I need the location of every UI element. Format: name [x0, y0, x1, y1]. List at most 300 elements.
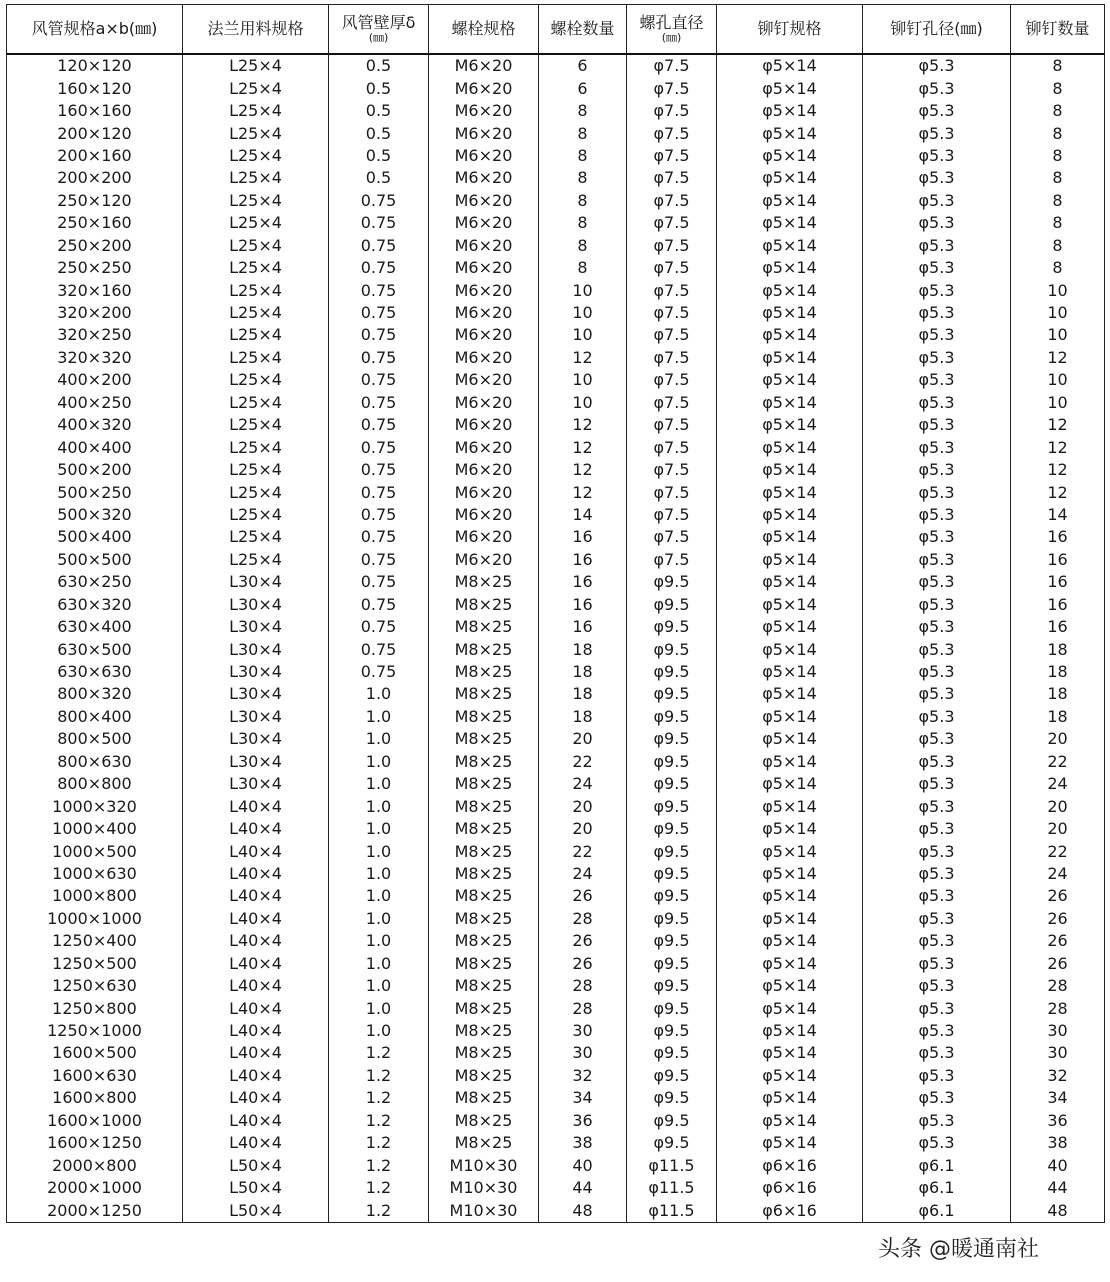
table-row	[7, 212, 1105, 234]
cell-bolt-count: 26	[539, 930, 627, 952]
cell-bolt-hole-diameter: φ7.5	[627, 279, 717, 301]
cell-bolt-count: 10	[539, 279, 627, 301]
cell-bolt-count: 20	[539, 728, 627, 750]
cell-duct-size: 160×120	[7, 77, 183, 99]
cell-rivet-spec: φ5×14	[717, 975, 863, 997]
cell-rivet-spec: φ5×14	[717, 795, 863, 817]
cell-flange-material: L40×4	[183, 1042, 329, 1064]
cell-rivet-spec: φ5×14	[717, 706, 863, 728]
table-row	[7, 795, 1105, 817]
cell-bolt-hole-diameter: φ9.5	[627, 616, 717, 638]
cell-rivet-count: 20	[1011, 728, 1105, 750]
cell-flange-material: L25×4	[183, 235, 329, 257]
column-header-unit: (㎜)	[661, 31, 682, 44]
cell-duct-size: 1000×800	[7, 885, 183, 907]
cell-bolt-spec: M6×20	[429, 145, 539, 167]
cell-bolt-spec: M8×25	[429, 1042, 539, 1064]
cell-rivet-spec: φ5×14	[717, 279, 863, 301]
cell-wall-thickness: 0.75	[329, 571, 429, 593]
cell-bolt-count: 32	[539, 1065, 627, 1087]
cell-flange-material: L30×4	[183, 571, 329, 593]
cell-rivet-hole-diameter: φ5.3	[863, 773, 1011, 795]
cell-wall-thickness: 0.75	[329, 504, 429, 526]
cell-rivet-count: 16	[1011, 526, 1105, 548]
table-row	[7, 279, 1105, 301]
cell-duct-size: 630×320	[7, 594, 183, 616]
cell-flange-material: L25×4	[183, 414, 329, 436]
cell-flange-material: L40×4	[183, 795, 329, 817]
cell-bolt-hole-diameter: φ7.5	[627, 324, 717, 346]
cell-bolt-hole-diameter: φ7.5	[627, 459, 717, 481]
table-row	[7, 908, 1105, 930]
cell-bolt-spec: M8×25	[429, 594, 539, 616]
cell-duct-size: 500×200	[7, 459, 183, 481]
cell-rivet-spec: φ5×14	[717, 594, 863, 616]
cell-bolt-count: 26	[539, 885, 627, 907]
watermark: 头条 @暖通南社	[878, 1237, 1039, 1262]
cell-rivet-spec: φ5×14	[717, 257, 863, 279]
cell-wall-thickness: 0.5	[329, 100, 429, 122]
cell-bolt-spec: M8×25	[429, 908, 539, 930]
cell-wall-thickness: 1.0	[329, 997, 429, 1019]
cell-bolt-hole-diameter: φ9.5	[627, 1065, 717, 1087]
table-row	[7, 1110, 1105, 1132]
cell-rivet-spec: φ5×14	[717, 190, 863, 212]
cell-duct-size: 160×160	[7, 100, 183, 122]
cell-flange-material: L30×4	[183, 616, 329, 638]
cell-rivet-count: 8	[1011, 100, 1105, 122]
cell-bolt-count: 26	[539, 953, 627, 975]
cell-bolt-count: 28	[539, 997, 627, 1019]
cell-wall-thickness: 1.2	[329, 1087, 429, 1109]
cell-bolt-hole-diameter: φ9.5	[627, 1132, 717, 1154]
column-header-bolt-hole-diameter	[627, 5, 717, 55]
column-header-flange-material	[183, 5, 329, 55]
cell-bolt-hole-diameter: φ9.5	[627, 885, 717, 907]
cell-duct-size: 120×120	[7, 54, 183, 77]
table-row	[7, 930, 1105, 952]
table-row	[7, 1065, 1105, 1087]
cell-rivet-spec: φ5×14	[717, 863, 863, 885]
cell-duct-size: 320×250	[7, 324, 183, 346]
table-row	[7, 190, 1105, 212]
cell-rivet-spec: φ5×14	[717, 683, 863, 705]
cell-wall-thickness: 0.75	[329, 661, 429, 683]
cell-bolt-count: 14	[539, 504, 627, 526]
cell-duct-size: 250×200	[7, 235, 183, 257]
cell-rivet-count: 22	[1011, 840, 1105, 862]
cell-rivet-hole-diameter: φ5.3	[863, 122, 1011, 144]
column-header-wall-thickness	[329, 5, 429, 55]
cell-rivet-hole-diameter: φ5.3	[863, 1087, 1011, 1109]
cell-bolt-hole-diameter: φ7.5	[627, 526, 717, 548]
cell-flange-material: L40×4	[183, 863, 329, 885]
cell-flange-material: L25×4	[183, 54, 329, 77]
cell-bolt-hole-diameter: φ9.5	[627, 571, 717, 593]
table-row	[7, 100, 1105, 122]
cell-rivet-count: 28	[1011, 975, 1105, 997]
cell-rivet-hole-diameter: φ5.3	[863, 279, 1011, 301]
cell-rivet-spec: φ5×14	[717, 997, 863, 1019]
table-row	[7, 728, 1105, 750]
cell-bolt-spec: M6×20	[429, 257, 539, 279]
column-header-bolt-count	[539, 5, 627, 55]
cell-rivet-hole-diameter: φ5.3	[863, 212, 1011, 234]
cell-bolt-hole-diameter: φ9.5	[627, 773, 717, 795]
table-row	[7, 706, 1105, 728]
cell-rivet-hole-diameter: φ5.3	[863, 661, 1011, 683]
cell-bolt-hole-diameter: φ7.5	[627, 436, 717, 458]
cell-bolt-spec: M6×20	[429, 122, 539, 144]
cell-duct-size: 400×320	[7, 414, 183, 436]
cell-bolt-count: 10	[539, 392, 627, 414]
table-row	[7, 1154, 1105, 1176]
cell-rivet-count: 12	[1011, 414, 1105, 436]
cell-bolt-spec: M6×20	[429, 212, 539, 234]
cell-bolt-count: 36	[539, 1110, 627, 1132]
table-row	[7, 1132, 1105, 1154]
cell-bolt-spec: M6×20	[429, 526, 539, 548]
table-row	[7, 638, 1105, 660]
cell-rivet-hole-diameter: φ5.3	[863, 235, 1011, 257]
cell-rivet-hole-diameter: φ5.3	[863, 863, 1011, 885]
cell-bolt-hole-diameter: φ7.5	[627, 549, 717, 571]
cell-bolt-count: 18	[539, 683, 627, 705]
cell-rivet-spec: φ5×14	[717, 235, 863, 257]
cell-duct-size: 630×500	[7, 638, 183, 660]
cell-bolt-count: 16	[539, 526, 627, 548]
cell-bolt-spec: M8×25	[429, 997, 539, 1019]
cell-bolt-count: 18	[539, 638, 627, 660]
cell-bolt-spec: M10×30	[429, 1177, 539, 1199]
cell-flange-material: L25×4	[183, 324, 329, 346]
table-row	[7, 975, 1105, 997]
cell-flange-material: L30×4	[183, 706, 329, 728]
cell-bolt-spec: M6×20	[429, 100, 539, 122]
cell-bolt-count: 34	[539, 1087, 627, 1109]
cell-rivet-count: 38	[1011, 1132, 1105, 1154]
cell-wall-thickness: 1.0	[329, 975, 429, 997]
table-row	[7, 661, 1105, 683]
cell-flange-material: L30×4	[183, 594, 329, 616]
cell-rivet-spec: φ5×14	[717, 347, 863, 369]
cell-bolt-count: 48	[539, 1199, 627, 1222]
cell-wall-thickness: 1.0	[329, 885, 429, 907]
cell-rivet-spec: φ5×14	[717, 1110, 863, 1132]
cell-rivet-hole-diameter: φ5.3	[863, 324, 1011, 346]
cell-bolt-spec: M8×25	[429, 1132, 539, 1154]
cell-rivet-hole-diameter: φ5.3	[863, 77, 1011, 99]
cell-wall-thickness: 1.2	[329, 1042, 429, 1064]
cell-bolt-count: 30	[539, 1020, 627, 1042]
table-row	[7, 773, 1105, 795]
cell-rivet-count: 10	[1011, 302, 1105, 324]
cell-rivet-count: 26	[1011, 885, 1105, 907]
cell-rivet-count: 20	[1011, 818, 1105, 840]
column-header-rivet-spec	[717, 5, 863, 55]
column-header-label: 螺栓规格	[451, 19, 516, 38]
cell-bolt-hole-diameter: φ9.5	[627, 818, 717, 840]
cell-rivet-hole-diameter: φ5.3	[863, 953, 1011, 975]
cell-bolt-spec: M6×20	[429, 549, 539, 571]
cell-rivet-count: 10	[1011, 279, 1105, 301]
cell-bolt-hole-diameter: φ7.5	[627, 302, 717, 324]
table-row	[7, 526, 1105, 548]
cell-wall-thickness: 0.75	[329, 549, 429, 571]
cell-rivet-spec: φ5×14	[717, 549, 863, 571]
cell-rivet-count: 12	[1011, 481, 1105, 503]
cell-bolt-hole-diameter: φ7.5	[627, 481, 717, 503]
cell-bolt-count: 8	[539, 190, 627, 212]
cell-flange-material: L40×4	[183, 975, 329, 997]
cell-bolt-count: 8	[539, 235, 627, 257]
cell-flange-material: L40×4	[183, 840, 329, 862]
cell-rivet-hole-diameter: φ5.3	[863, 54, 1011, 77]
cell-flange-material: L50×4	[183, 1177, 329, 1199]
cell-duct-size: 250×120	[7, 190, 183, 212]
cell-rivet-count: 24	[1011, 773, 1105, 795]
cell-flange-material: L25×4	[183, 100, 329, 122]
cell-bolt-hole-diameter: φ9.5	[627, 840, 717, 862]
cell-rivet-count: 10	[1011, 392, 1105, 414]
cell-flange-material: L30×4	[183, 638, 329, 660]
cell-rivet-count: 34	[1011, 1087, 1105, 1109]
table-row	[7, 504, 1105, 526]
cell-bolt-spec: M6×20	[429, 369, 539, 391]
table-row	[7, 122, 1105, 144]
cell-bolt-spec: M8×25	[429, 840, 539, 862]
cell-rivet-hole-diameter: φ5.3	[863, 885, 1011, 907]
column-header-label: 风管壁厚δ	[341, 13, 416, 32]
cell-bolt-count: 22	[539, 840, 627, 862]
cell-duct-size: 1000×320	[7, 795, 183, 817]
cell-bolt-hole-diameter: φ9.5	[627, 706, 717, 728]
cell-wall-thickness: 0.75	[329, 279, 429, 301]
cell-flange-material: L25×4	[183, 526, 329, 548]
cell-flange-material: L25×4	[183, 459, 329, 481]
cell-rivet-hole-diameter: φ5.3	[863, 728, 1011, 750]
cell-rivet-spec: φ5×14	[717, 414, 863, 436]
cell-bolt-count: 38	[539, 1132, 627, 1154]
table-row	[7, 1020, 1105, 1042]
cell-bolt-count: 8	[539, 145, 627, 167]
table-row	[7, 1087, 1105, 1109]
table-row	[7, 863, 1105, 885]
cell-rivet-spec: φ5×14	[717, 526, 863, 548]
cell-duct-size: 1600×500	[7, 1042, 183, 1064]
cell-rivet-count: 32	[1011, 1065, 1105, 1087]
cell-wall-thickness: 1.0	[329, 706, 429, 728]
cell-rivet-spec: φ5×14	[717, 638, 863, 660]
cell-bolt-spec: M6×20	[429, 436, 539, 458]
cell-bolt-hole-diameter: φ7.5	[627, 54, 717, 77]
cell-duct-size: 400×200	[7, 369, 183, 391]
table-row	[7, 167, 1105, 189]
cell-rivet-count: 26	[1011, 930, 1105, 952]
cell-duct-size: 500×320	[7, 504, 183, 526]
cell-rivet-spec: φ5×14	[717, 1042, 863, 1064]
cell-wall-thickness: 0.75	[329, 324, 429, 346]
cell-bolt-spec: M8×25	[429, 661, 539, 683]
cell-duct-size: 200×160	[7, 145, 183, 167]
cell-bolt-count: 16	[539, 549, 627, 571]
cell-rivet-spec: φ5×14	[717, 885, 863, 907]
cell-rivet-hole-diameter: φ5.3	[863, 526, 1011, 548]
cell-rivet-count: 8	[1011, 212, 1105, 234]
cell-bolt-hole-diameter: φ9.5	[627, 661, 717, 683]
cell-flange-material: L30×4	[183, 751, 329, 773]
cell-rivet-count: 8	[1011, 145, 1105, 167]
cell-wall-thickness: 0.75	[329, 257, 429, 279]
cell-wall-thickness: 1.0	[329, 818, 429, 840]
cell-bolt-count: 44	[539, 1177, 627, 1199]
cell-rivet-hole-diameter: φ5.3	[863, 840, 1011, 862]
cell-rivet-count: 36	[1011, 1110, 1105, 1132]
cell-rivet-hole-diameter: φ5.3	[863, 369, 1011, 391]
cell-rivet-spec: φ5×14	[717, 481, 863, 503]
column-header-unit: (㎜)	[368, 31, 389, 44]
cell-duct-size: 630×400	[7, 616, 183, 638]
cell-rivet-spec: φ5×14	[717, 930, 863, 952]
cell-bolt-count: 8	[539, 100, 627, 122]
cell-bolt-spec: M6×20	[429, 414, 539, 436]
header-row	[7, 5, 1105, 55]
cell-wall-thickness: 1.2	[329, 1177, 429, 1199]
cell-rivet-hole-diameter: φ5.3	[863, 908, 1011, 930]
cell-rivet-spec: φ5×14	[717, 369, 863, 391]
cell-wall-thickness: 0.75	[329, 190, 429, 212]
cell-wall-thickness: 0.75	[329, 212, 429, 234]
cell-rivet-count: 18	[1011, 683, 1105, 705]
cell-duct-size: 630×250	[7, 571, 183, 593]
cell-rivet-spec: φ5×14	[717, 773, 863, 795]
cell-wall-thickness: 1.2	[329, 1065, 429, 1087]
cell-rivet-hole-diameter: φ5.3	[863, 1020, 1011, 1042]
cell-wall-thickness: 1.2	[329, 1132, 429, 1154]
cell-duct-size: 2000×800	[7, 1154, 183, 1176]
cell-bolt-count: 8	[539, 212, 627, 234]
cell-duct-size: 500×500	[7, 549, 183, 571]
cell-flange-material: L30×4	[183, 683, 329, 705]
cell-wall-thickness: 0.75	[329, 235, 429, 257]
table-row	[7, 1199, 1105, 1222]
cell-duct-size: 800×630	[7, 751, 183, 773]
cell-bolt-count: 12	[539, 414, 627, 436]
table-row	[7, 369, 1105, 391]
cell-duct-size: 1000×500	[7, 840, 183, 862]
cell-bolt-spec: M8×25	[429, 616, 539, 638]
cell-rivet-spec: φ5×14	[717, 100, 863, 122]
cell-duct-size: 1250×400	[7, 930, 183, 952]
cell-rivet-spec: φ5×14	[717, 1132, 863, 1154]
cell-flange-material: L40×4	[183, 997, 329, 1019]
cell-bolt-spec: M8×25	[429, 683, 539, 705]
cell-wall-thickness: 0.75	[329, 481, 429, 503]
cell-flange-material: L25×4	[183, 190, 329, 212]
cell-duct-size: 1250×500	[7, 953, 183, 975]
cell-flange-material: L25×4	[183, 77, 329, 99]
column-header-label: 铆钉数量	[1025, 19, 1090, 38]
cell-bolt-hole-diameter: φ9.5	[627, 997, 717, 1019]
cell-rivet-count: 48	[1011, 1199, 1105, 1222]
cell-wall-thickness: 1.2	[329, 1199, 429, 1222]
cell-rivet-spec: φ5×14	[717, 953, 863, 975]
cell-rivet-hole-diameter: φ5.3	[863, 638, 1011, 660]
cell-rivet-hole-diameter: φ5.3	[863, 1132, 1011, 1154]
cell-rivet-hole-diameter: φ5.3	[863, 392, 1011, 414]
cell-duct-size: 800×500	[7, 728, 183, 750]
cell-wall-thickness: 1.0	[329, 840, 429, 862]
cell-rivet-spec: φ6×16	[717, 1154, 863, 1176]
cell-bolt-hole-diameter: φ7.5	[627, 100, 717, 122]
cell-bolt-spec: M6×20	[429, 324, 539, 346]
cell-flange-material: L50×4	[183, 1154, 329, 1176]
cell-bolt-spec: M8×25	[429, 571, 539, 593]
cell-bolt-spec: M8×25	[429, 706, 539, 728]
cell-rivet-spec: φ5×14	[717, 1087, 863, 1109]
cell-bolt-count: 20	[539, 795, 627, 817]
cell-bolt-spec: M6×20	[429, 347, 539, 369]
cell-rivet-count: 16	[1011, 594, 1105, 616]
cell-duct-size: 1250×800	[7, 997, 183, 1019]
column-header-rivet-hole-diameter	[863, 5, 1011, 55]
cell-rivet-spec: φ5×14	[717, 1065, 863, 1087]
cell-rivet-spec: φ5×14	[717, 145, 863, 167]
cell-bolt-spec: M6×20	[429, 504, 539, 526]
cell-rivet-count: 18	[1011, 638, 1105, 660]
cell-wall-thickness: 0.75	[329, 594, 429, 616]
cell-bolt-count: 10	[539, 369, 627, 391]
cell-flange-material: L25×4	[183, 347, 329, 369]
cell-wall-thickness: 0.75	[329, 302, 429, 324]
cell-bolt-spec: M8×25	[429, 1020, 539, 1042]
column-header-label: 螺孔直径	[639, 13, 704, 32]
cell-duct-size: 800×400	[7, 706, 183, 728]
cell-rivet-count: 10	[1011, 324, 1105, 346]
cell-wall-thickness: 1.2	[329, 1110, 429, 1132]
cell-rivet-hole-diameter: φ5.3	[863, 930, 1011, 952]
cell-bolt-spec: M6×20	[429, 279, 539, 301]
cell-bolt-count: 8	[539, 167, 627, 189]
table-row	[7, 235, 1105, 257]
cell-rivet-spec: φ5×14	[717, 167, 863, 189]
cell-bolt-count: 24	[539, 773, 627, 795]
cell-flange-material: L40×4	[183, 1132, 329, 1154]
cell-wall-thickness: 1.0	[329, 930, 429, 952]
cell-rivet-spec: φ5×14	[717, 302, 863, 324]
cell-wall-thickness: 1.0	[329, 773, 429, 795]
cell-bolt-count: 6	[539, 77, 627, 99]
cell-flange-material: L25×4	[183, 436, 329, 458]
cell-bolt-count: 24	[539, 863, 627, 885]
cell-rivet-count: 8	[1011, 77, 1105, 99]
cell-rivet-hole-diameter: φ5.3	[863, 481, 1011, 503]
cell-rivet-hole-diameter: φ5.3	[863, 997, 1011, 1019]
cell-bolt-count: 16	[539, 571, 627, 593]
cell-rivet-count: 12	[1011, 459, 1105, 481]
cell-wall-thickness: 0.75	[329, 392, 429, 414]
cell-bolt-hole-diameter: φ7.5	[627, 235, 717, 257]
table-row	[7, 549, 1105, 571]
cell-rivet-count: 22	[1011, 751, 1105, 773]
cell-bolt-hole-diameter: φ9.5	[627, 1110, 717, 1132]
cell-duct-size: 200×200	[7, 167, 183, 189]
cell-wall-thickness: 0.5	[329, 145, 429, 167]
table-row	[7, 392, 1105, 414]
cell-wall-thickness: 0.5	[329, 122, 429, 144]
cell-rivet-count: 26	[1011, 908, 1105, 930]
cell-rivet-spec: φ5×14	[717, 459, 863, 481]
